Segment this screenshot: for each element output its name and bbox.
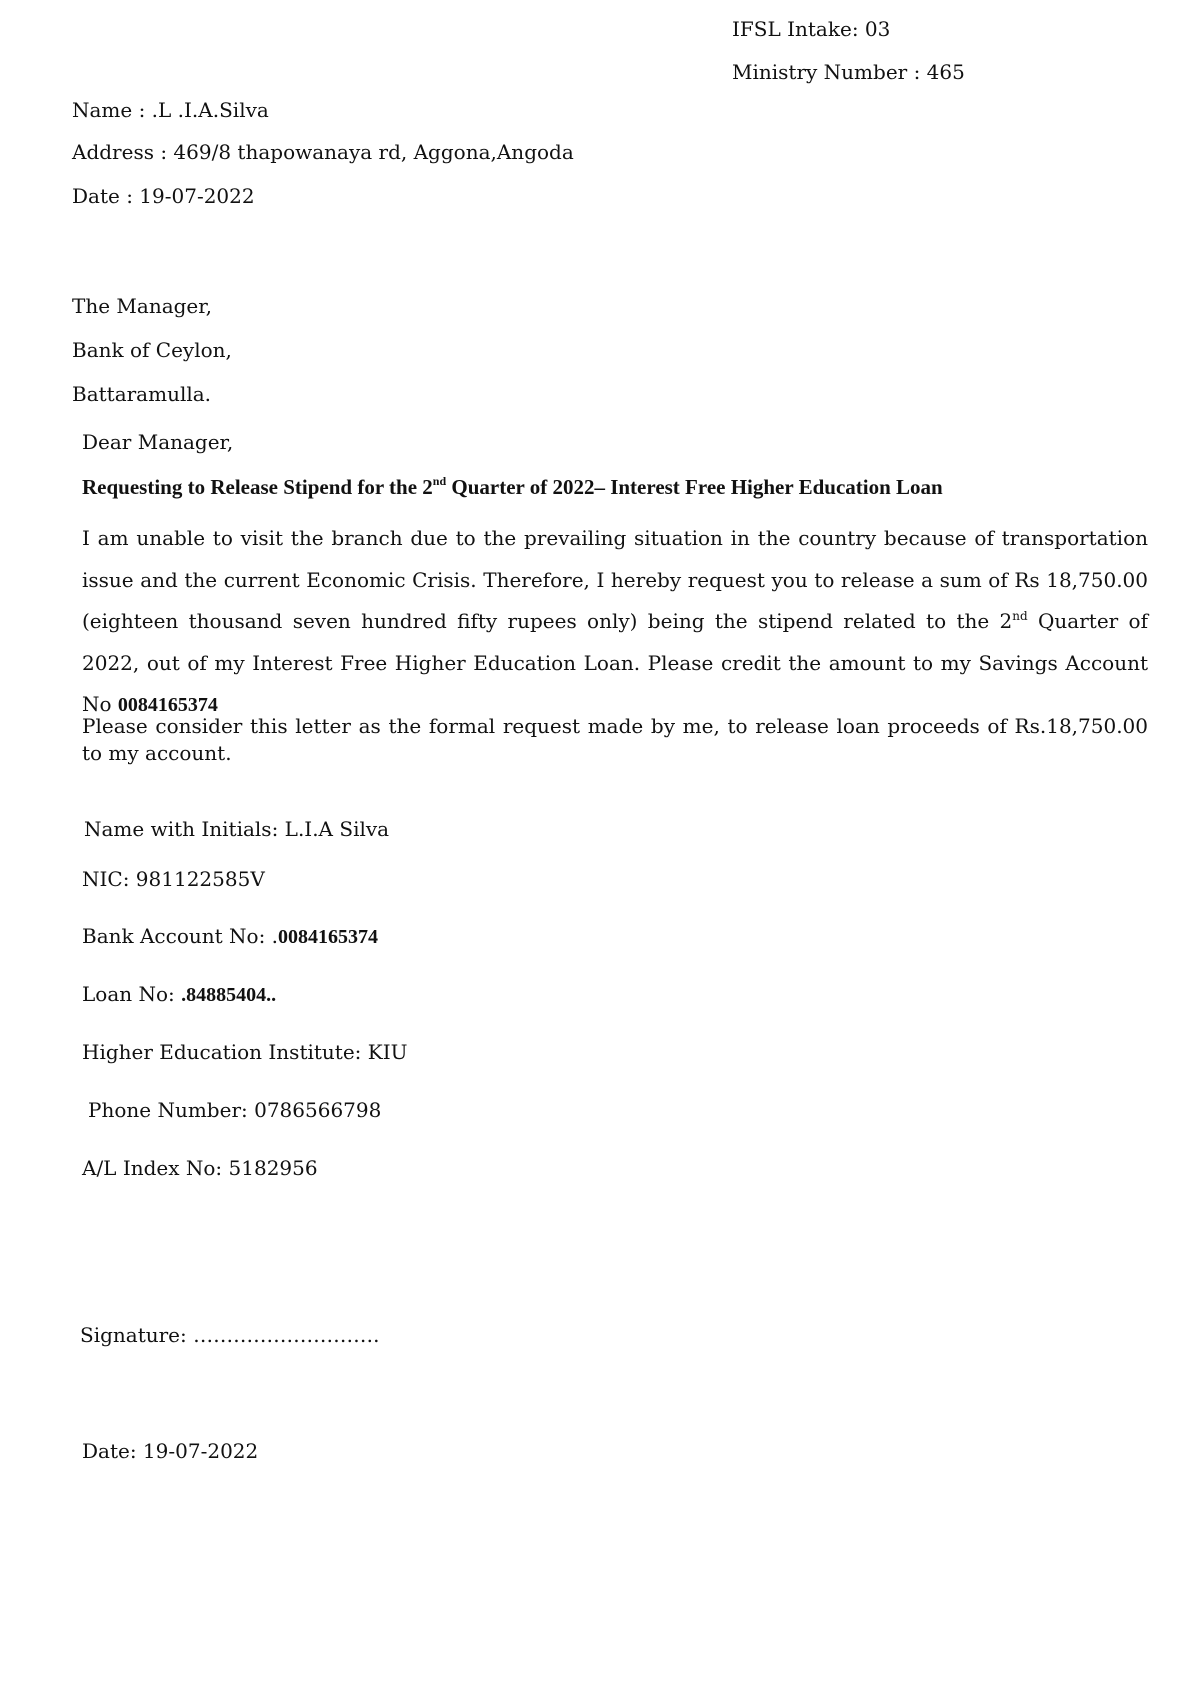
recipient-title: The Manager, xyxy=(72,294,212,318)
consider-paragraph: Please consider this letter as the formal request made by me, to release loan proceeds of Rs.18,750.00 to my account. xyxy=(82,714,1148,765)
body-account-number: 0084165374 xyxy=(117,694,218,717)
body-superscript: nd xyxy=(1012,608,1028,623)
ifsl-intake: IFSL Intake: 03 xyxy=(732,17,891,41)
loan-number-value: .84885404.. xyxy=(181,984,277,1006)
sender-name: Name : .L .I.A.Silva xyxy=(72,98,269,122)
subject-superscript: nd xyxy=(432,474,447,488)
phone-number: Phone Number: 0786566798 xyxy=(88,1098,382,1122)
greeting: Dear Manager, xyxy=(82,430,234,454)
al-index-number: A/L Index No: 5182956 xyxy=(82,1156,318,1180)
sender-date: Date : 19-07-2022 xyxy=(72,184,255,208)
subject-text-end: Quarter of 2022– Interest Free Higher Education Loan xyxy=(446,475,943,499)
bank-account-value: 0084165374 xyxy=(278,926,379,948)
subject-text-start: Requesting to Release Stipend for the 2 xyxy=(82,475,433,499)
sender-address: Address : 469/8 thapowanaya rd, Aggona,Angoda xyxy=(72,140,574,164)
loan-number xyxy=(82,984,276,1005)
closing-date: Date: 19-07-2022 xyxy=(82,1439,259,1463)
bank-account-number xyxy=(82,926,378,947)
body-text-start: I am unable to visit the branch due to the prevailing situation in the country because of transportation issue and the current Economic Crisis. Therefore, I hereby request you to release a sum of Rs 18,750.00 (eighteen thousand seven hundred fifty rupees only) being the stipend related to the 2 xyxy=(82,526,1148,634)
ministry-number: Ministry Number : 465 xyxy=(732,60,965,84)
body-paragraph xyxy=(82,518,1148,727)
signature-line: Signature: ………………………. xyxy=(80,1323,380,1347)
body-text-end: Quarter of 2022, out of my Interest Free Higher Education Loan. Please credit the amount to my Savings Account No xyxy=(82,609,1148,717)
recipient-bank: Bank of Ceylon, xyxy=(72,338,232,362)
bank-account-label: Bank Account No: . xyxy=(82,924,279,948)
name-with-initials: Name with Initials: L.I.A Silva xyxy=(84,817,390,841)
loan-number-label: Loan No: xyxy=(82,982,182,1006)
recipient-branch: Battaramulla. xyxy=(72,382,212,406)
letter-subject xyxy=(82,474,943,499)
higher-education-institute: Higher Education Institute: KIU xyxy=(82,1040,408,1064)
nic-number: NIC: 981122585V xyxy=(82,867,265,891)
